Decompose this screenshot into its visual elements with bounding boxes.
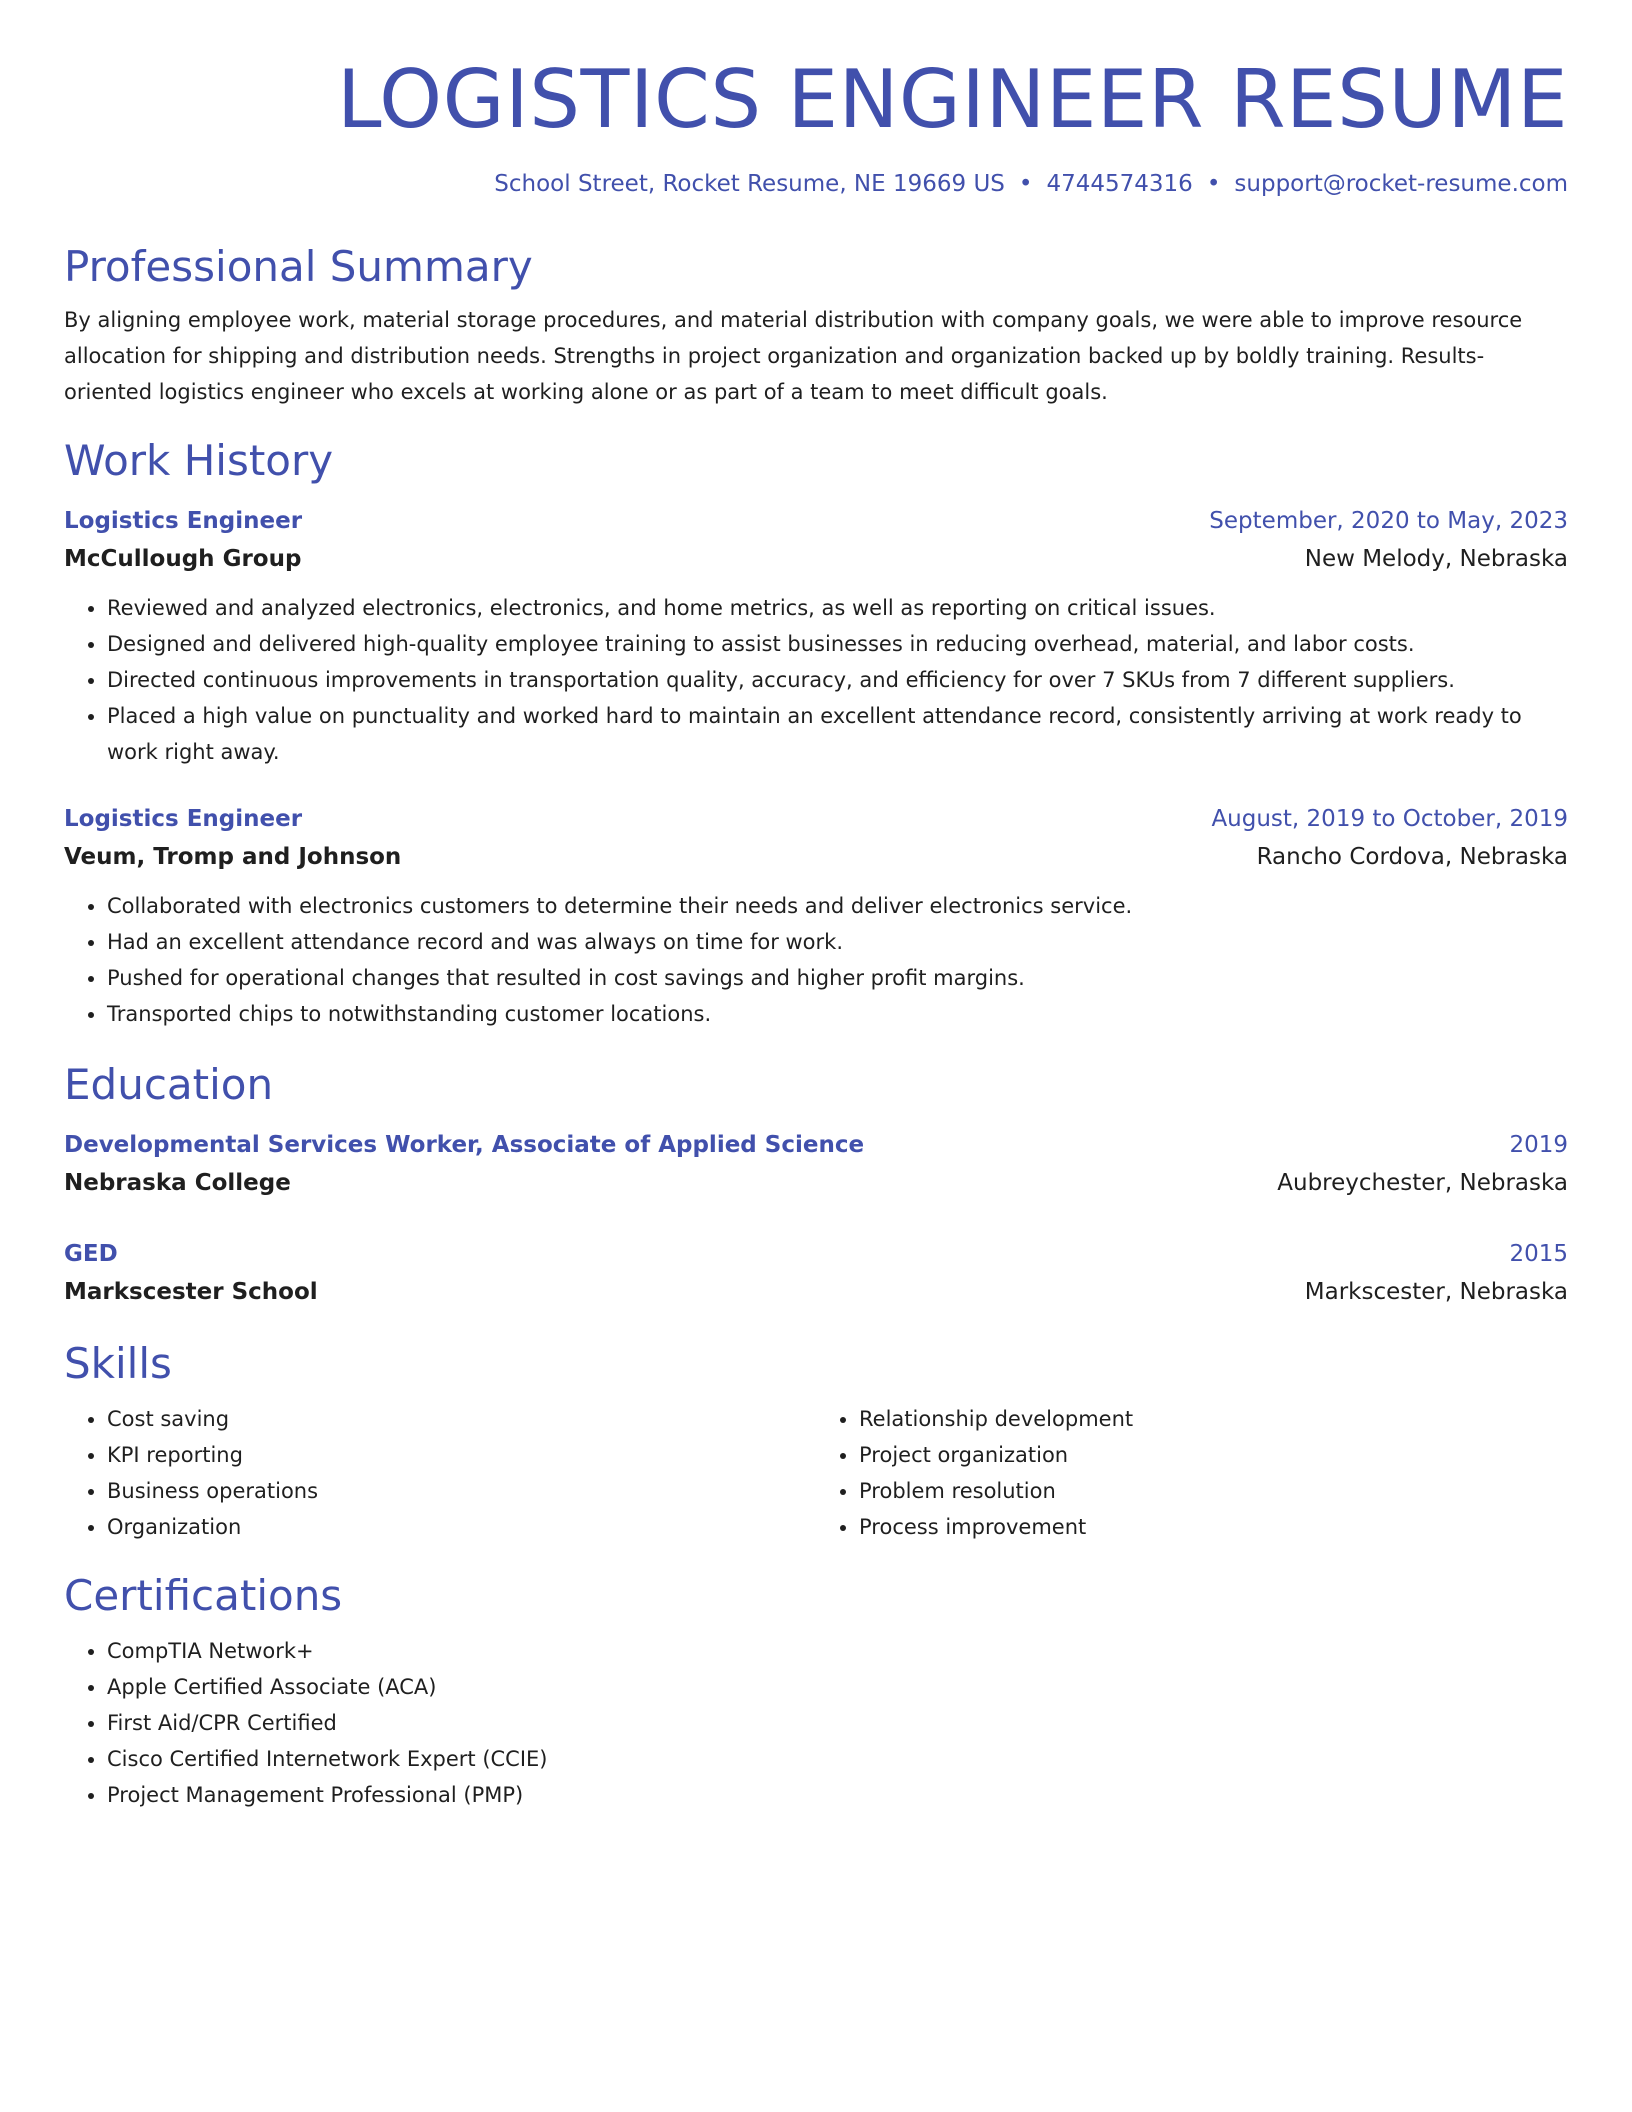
job-company-row [64,838,1568,876]
certification-item: • Apple Certified Associate (ACA) [107,1669,1568,1705]
education-degree: Developmental Services Worker, Associate of Applied Science [64,1132,865,1158]
job-bullet: • Collaborated with electronics customers to determine their needs and deliver electronics service. [107,888,1568,924]
section-heading-certifications: Certifications [64,1571,343,1620]
education-section [64,1060,1568,1311]
summary-text: By aligning employee work, material storage procedures, and material distribution with company goals, we were able to improve resource allocation for shipping and distribution needs. Strengths in project organization and organization backed up by boldly training. Results-oriented logistics engineer who excels at working alone or as part of a team to meet difficult goals. [64,308,1523,404]
summary-section [64,242,1568,410]
skill-item: • Cost saving [107,1401,816,1437]
education-school: Markscester School [64,1279,318,1305]
skill-item: • Relationship development [859,1401,1568,1437]
education-school: Nebraska College [64,1170,291,1196]
skills-section [64,1339,1568,1545]
education-school-row [64,1273,1568,1311]
section-heading-work-history: Work History [64,436,334,485]
job-bullets [64,590,1568,770]
contact-phone[interactable]: 4744574316 [1046,171,1193,197]
section-heading-summary: Professional Summary [64,242,533,291]
job-company: Veum, Tromp and Johnson [64,844,402,870]
job-bullet: • Pushed for operational changes that resulted in cost savings and higher profit margins. [107,960,1568,996]
skills-list-right [816,1401,1568,1545]
skill-item: • Project organization [859,1437,1568,1473]
job-location: New Melody, Nebraska [1304,546,1568,572]
education-location: Aubreychester, Nebraska [1277,1170,1568,1196]
contact-separator: • [1206,171,1221,197]
education-degree: GED [64,1241,118,1267]
education-year: 2019 [1509,1132,1568,1158]
certifications-list [64,1633,1568,1813]
education-entry [64,1235,1568,1311]
job-entry [64,800,1568,1032]
job-title-row [64,502,1568,540]
education-entry [64,1126,1568,1202]
job-bullet: • Placed a high value on punctuality and worked hard to maintain an excellent attendance record, consistently arriving at work ready to work right away. [107,698,1568,770]
certification-item: • Cisco Certified Internetwork Expert (CCIE) [107,1741,1568,1777]
education-school-row [64,1164,1568,1202]
job-bullets [64,888,1568,1032]
education-degree-row [64,1126,1568,1164]
contact-line [64,168,1568,200]
work-history-section [64,436,1568,1032]
certifications-section [64,1571,1568,1813]
contact-separator: • [1018,171,1033,197]
job-bullet: • Directed continuous improvements in transportation quality, accuracy, and efficiency for over 7 SKUs from 7 different suppliers. [107,662,1568,698]
job-bullet: • Had an excellent attendance record and was always on time for work. [107,924,1568,960]
job-dates: August, 2019 to October, 2019 [1211,806,1568,832]
skill-item: • Organization [107,1509,816,1545]
skills-grid [64,1389,1568,1545]
skill-item: • Business operations [107,1473,816,1509]
job-title: Logistics Engineer [64,806,303,832]
certification-item: • Project Management Professional (PMP) [107,1777,1568,1813]
certification-item: • First Aid/CPR Certified [107,1705,1568,1741]
job-location: Rancho Cordova, Nebraska [1256,844,1568,870]
job-bullet: • Designed and delivered high-quality employee training to assist businesses in reducing overhead, material, and labor costs. [107,626,1568,662]
skills-list-left [64,1401,816,1545]
skill-item: • Problem resolution [859,1473,1568,1509]
contact-email[interactable]: support@rocket-resume.com [1234,171,1568,197]
section-heading-skills: Skills [64,1339,172,1388]
certification-item: • CompTIA Network+ [107,1633,1568,1669]
education-location: Markscester, Nebraska [1304,1279,1568,1305]
job-entry [64,502,1568,770]
job-title-row [64,800,1568,838]
job-title: Logistics Engineer [64,508,303,534]
job-company-row [64,540,1568,578]
resume-title: LOGISTICS ENGINEER RESUME [336,53,1568,146]
job-dates: September, 2020 to May, 2023 [1209,508,1568,534]
section-heading-education: Education [64,1060,274,1109]
education-year: 2015 [1509,1241,1568,1267]
skill-item: • KPI reporting [107,1437,816,1473]
contact-address: School Street, Rocket Resume, NE 19669 US [494,171,1005,197]
job-company: McCullough Group [64,546,302,572]
education-degree-row [64,1235,1568,1273]
job-bullet: • Reviewed and analyzed electronics, electronics, and home metrics, as well as reporting on critical issues. [107,590,1568,626]
skill-item: • Process improvement [859,1509,1568,1545]
job-bullet: • Transported chips to notwithstanding customer locations. [107,996,1568,1032]
